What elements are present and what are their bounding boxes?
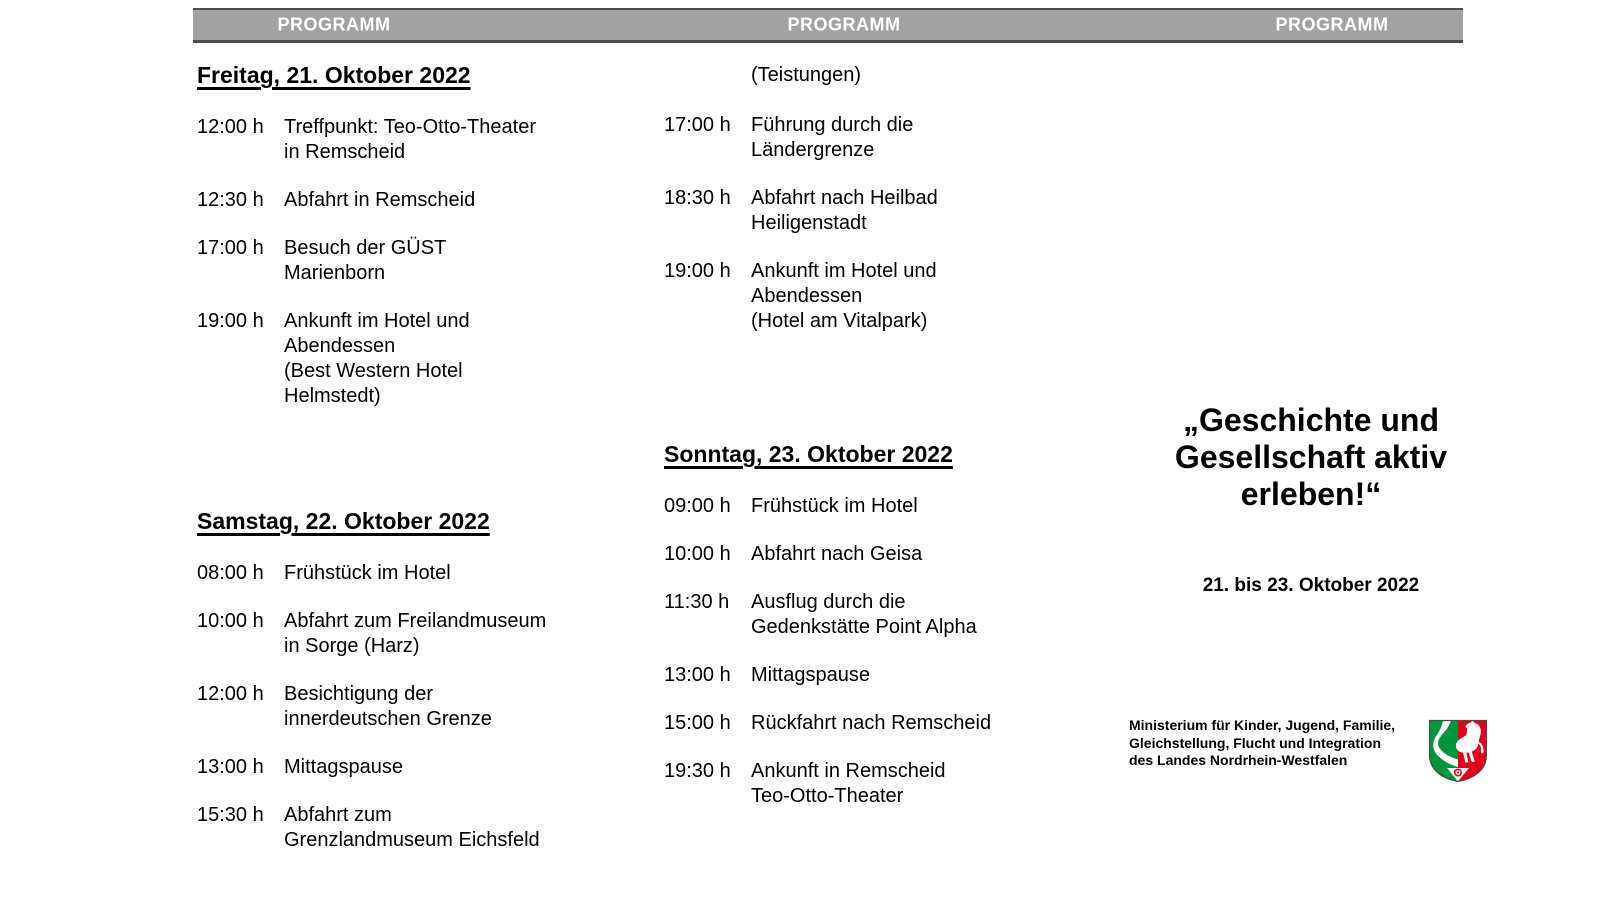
item-time: 12:00 h bbox=[197, 683, 264, 705]
item-description bbox=[751, 711, 991, 736]
item-description bbox=[284, 309, 470, 409]
schedule-item bbox=[664, 711, 991, 736]
description-line: Marienborn bbox=[284, 262, 386, 284]
schedule-item bbox=[197, 755, 546, 780]
item-time: 15:30 h bbox=[197, 804, 264, 826]
description-line: Ländergrenze bbox=[751, 139, 875, 161]
item-time: 13:00 h bbox=[664, 664, 731, 686]
item-description bbox=[284, 803, 540, 853]
event-title-line: erleben!“ bbox=[1240, 476, 1382, 512]
ministry-credit bbox=[1129, 717, 1395, 770]
description-line: Abfahrt zum bbox=[284, 804, 392, 826]
item-time: 08:00 h bbox=[197, 562, 264, 584]
description-line: Abendessen bbox=[284, 335, 396, 357]
schedule-item bbox=[664, 259, 938, 334]
item-time: 13:00 h bbox=[197, 756, 264, 778]
item-time: 10:00 h bbox=[664, 543, 731, 565]
description-line: Abfahrt nach Geisa bbox=[751, 543, 923, 565]
schedule-item bbox=[197, 309, 536, 409]
item-time: 18:30 h bbox=[664, 187, 731, 209]
day-heading-saturday: Samstag, 22. Oktober 2022 bbox=[197, 508, 490, 534]
item-description bbox=[284, 682, 492, 732]
ministry-line: Ministerium für Kinder, Jugend, Familie, bbox=[1129, 717, 1396, 733]
item-time: 19:30 h bbox=[664, 760, 731, 782]
description-line: Mittagspause bbox=[751, 664, 870, 686]
event-title bbox=[1136, 402, 1486, 513]
item-description bbox=[751, 663, 870, 688]
program-header-bar bbox=[193, 8, 1463, 43]
description-line: Abfahrt nach Heilbad bbox=[751, 187, 938, 209]
description-line: in Remscheid bbox=[284, 141, 406, 163]
event-date: 21. bis 23. Oktober 2022 bbox=[1202, 575, 1420, 596]
schedule-item bbox=[664, 494, 991, 519]
schedule-item bbox=[664, 63, 938, 88]
event-title-line: Gesellschaft aktiv bbox=[1174, 439, 1448, 475]
item-time: 19:00 h bbox=[664, 260, 731, 282]
description-line: (Hotel am Vitalpark) bbox=[751, 310, 928, 332]
program-bar-label: PROGRAMM bbox=[787, 14, 901, 35]
item-description bbox=[284, 755, 403, 780]
description-line: Führung durch die bbox=[751, 114, 914, 136]
item-description bbox=[751, 259, 937, 334]
ministry-line: des Landes Nordrhein-Westfalen bbox=[1129, 752, 1348, 768]
schedule-item bbox=[197, 236, 536, 286]
item-description bbox=[284, 115, 536, 165]
item-time: 19:00 h bbox=[197, 310, 264, 332]
event-title-line: „Geschichte und bbox=[1182, 402, 1440, 438]
description-line: Ausflug durch die bbox=[751, 591, 906, 613]
item-description bbox=[284, 188, 475, 213]
description-line: Ankunft in Remscheid bbox=[751, 760, 946, 782]
description-line: Besuch der GÜST bbox=[284, 237, 447, 259]
item-time: 11:30 h bbox=[664, 591, 730, 613]
item-description bbox=[751, 186, 938, 236]
item-description bbox=[751, 113, 913, 163]
description-line: Heiligenstadt bbox=[751, 212, 867, 234]
item-time: 10:00 h bbox=[197, 610, 264, 632]
description-line: Abendessen bbox=[751, 285, 863, 307]
description-line: Helmstedt) bbox=[284, 385, 381, 407]
description-line: Abfahrt zum Freilandmuseum bbox=[284, 610, 547, 632]
item-description bbox=[751, 542, 922, 567]
program-bar-label: PROGRAMM bbox=[277, 14, 391, 35]
schedule-item bbox=[664, 113, 938, 163]
schedule-item bbox=[197, 561, 546, 586]
schedule-item bbox=[664, 663, 991, 688]
friday-section bbox=[197, 60, 536, 432]
item-description bbox=[284, 561, 451, 586]
day-heading-sunday: Sonntag, 23. Oktober 2022 bbox=[664, 441, 953, 467]
description-line: Gedenkstätte Point Alpha bbox=[751, 616, 977, 638]
schedule-item bbox=[197, 682, 546, 732]
description-line: Treffpunkt: Teo-Otto-Theater bbox=[284, 116, 536, 138]
description-line: Rückfahrt nach Remscheid bbox=[751, 712, 992, 734]
item-description bbox=[284, 609, 546, 659]
description-line: Ankunft im Hotel und bbox=[751, 260, 937, 282]
item-description bbox=[751, 494, 918, 519]
item-time: 12:00 h bbox=[197, 116, 264, 138]
schedule-item bbox=[664, 590, 991, 640]
schedule-item bbox=[197, 803, 546, 853]
description-line: Teo-Otto-Theater bbox=[751, 785, 904, 807]
description-line: Frühstück im Hotel bbox=[284, 562, 451, 584]
schedule-item bbox=[664, 186, 938, 236]
item-description bbox=[284, 236, 446, 286]
description-line: Mittagspause bbox=[284, 756, 403, 778]
schedule-item bbox=[664, 759, 991, 809]
description-line: Besichtigung der bbox=[284, 683, 433, 705]
saturday-section bbox=[197, 506, 546, 876]
item-description bbox=[751, 590, 977, 640]
saturday-continued-section bbox=[664, 63, 938, 357]
description-line: Grenzlandmuseum Eichsfeld bbox=[284, 829, 540, 851]
program-bar-label: PROGRAMM bbox=[1275, 14, 1389, 35]
schedule-item bbox=[197, 188, 536, 213]
item-description bbox=[751, 759, 946, 809]
item-time: 09:00 h bbox=[664, 495, 731, 517]
schedule-item bbox=[197, 115, 536, 165]
description-line: innerdeutschen Grenze bbox=[284, 708, 492, 730]
item-time: 15:00 h bbox=[664, 712, 731, 734]
schedule-item bbox=[664, 542, 991, 567]
item-time bbox=[664, 63, 751, 88]
day-heading-friday: Freitag, 21. Oktober 2022 bbox=[197, 62, 471, 88]
item-time: 17:00 h bbox=[664, 114, 731, 136]
item-time: 12:30 h bbox=[197, 189, 264, 211]
sunday-section bbox=[664, 439, 991, 832]
schedule-item bbox=[197, 609, 546, 659]
item-description bbox=[751, 63, 861, 88]
description-line: (Teistungen) bbox=[751, 64, 862, 86]
description-line: in Sorge (Harz) bbox=[284, 635, 420, 657]
description-line: Abfahrt in Remscheid bbox=[284, 189, 476, 211]
item-time: 17:00 h bbox=[197, 237, 264, 259]
description-line: Frühstück im Hotel bbox=[751, 495, 918, 517]
description-line: (Best Western Hotel bbox=[284, 360, 463, 382]
nrw-coat-of-arms-icon bbox=[1428, 719, 1488, 783]
description-line: Ankunft im Hotel und bbox=[284, 310, 470, 332]
ministry-line: Gleichstellung, Flucht und Integration bbox=[1129, 734, 1381, 751]
